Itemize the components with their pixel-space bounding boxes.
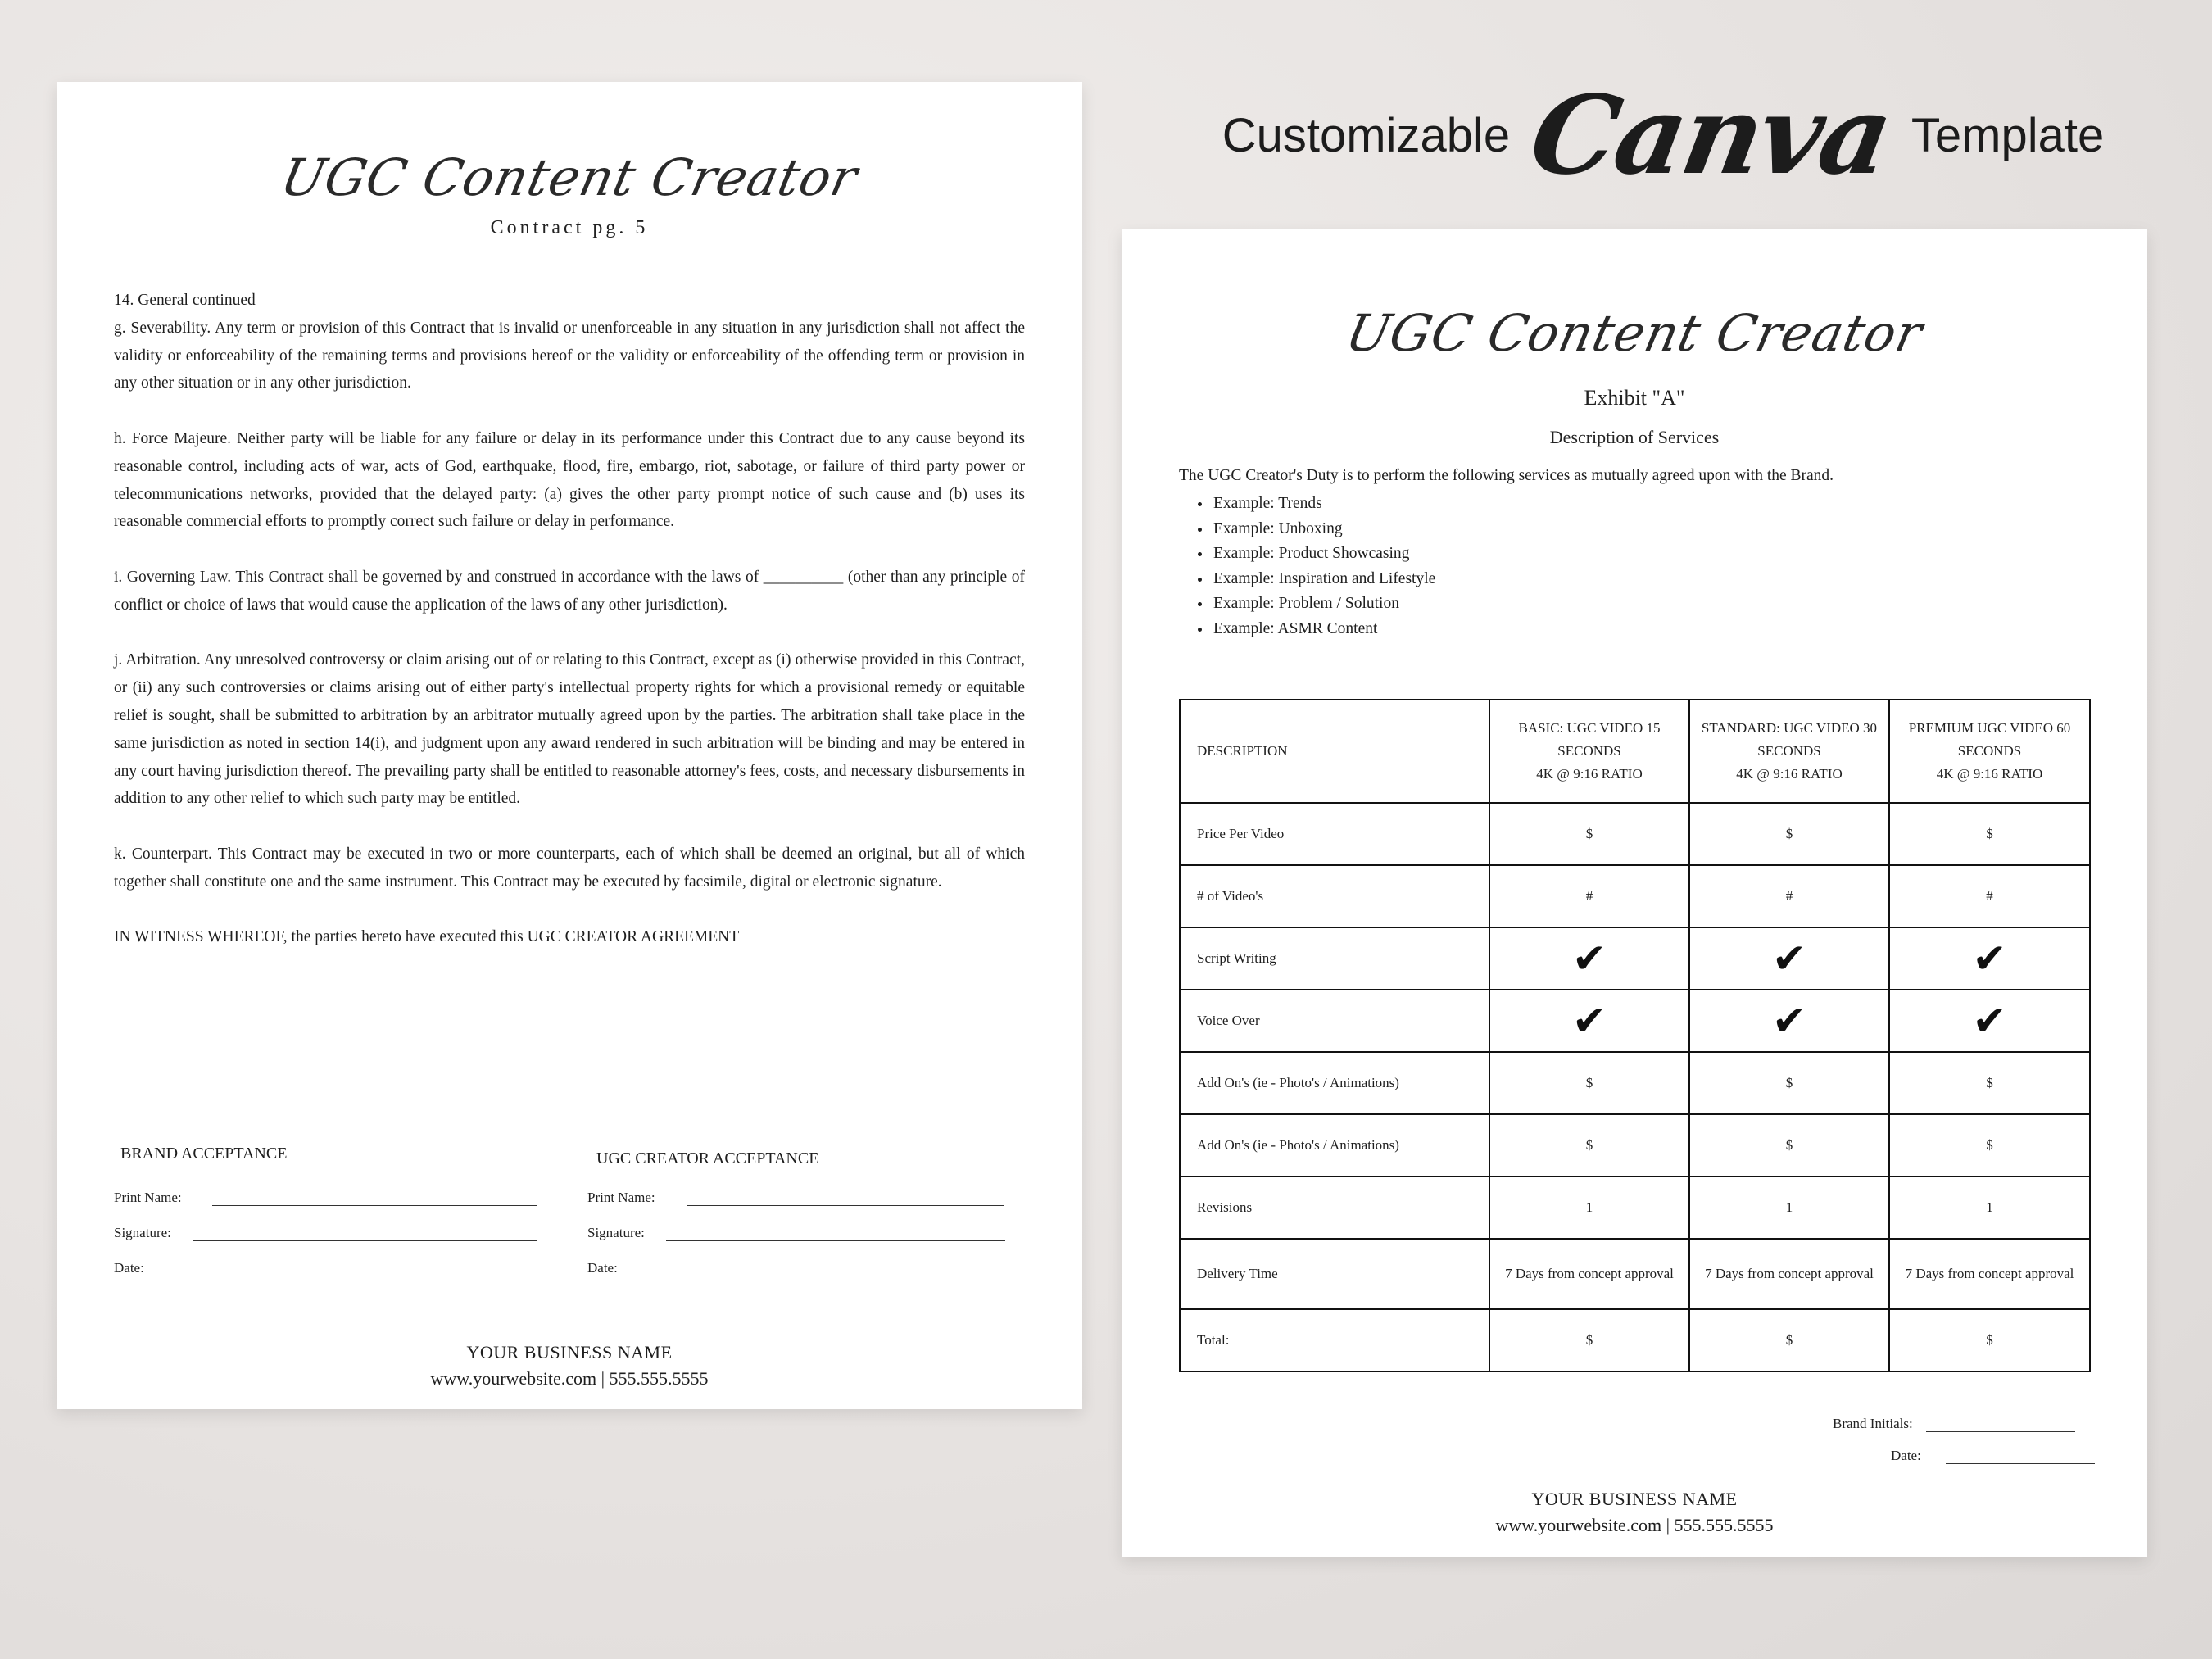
table-cell[interactable]: 1: [1889, 1176, 2090, 1239]
exhibit-page: [1122, 229, 2147, 1557]
row-label: Price Per Video: [1180, 803, 1489, 865]
headline: [1147, 71, 2179, 199]
creator-acceptance-heading: UGC CREATOR ACCEPTANCE: [596, 1149, 819, 1167]
table-row: [1180, 927, 2090, 990]
checkmark-icon: ✔: [1772, 934, 1806, 982]
field-label: Signature:: [114, 1225, 171, 1240]
business-name: YOUR BUSINESS NAME: [466, 1342, 673, 1362]
table-cell[interactable]: 7 Days from concept approval: [1489, 1239, 1689, 1309]
exhibit-footer: [1122, 1489, 2147, 1536]
clause-counterpart: k. Counterpart. This Contract may be executed in two or more counterparts, each of which shall be deemed an original, but all of which together shall constitute one and the same instrument. This Contract may be executed by facsimile, digital or electronic signature.: [114, 845, 1025, 891]
examples-list: [1191, 492, 1435, 642]
headline-customizable: Customizable: [1222, 108, 1511, 162]
table-row: [1180, 1052, 2090, 1114]
table-row: [1180, 865, 2090, 927]
row-label: Delivery Time: [1180, 1239, 1489, 1309]
table-cell[interactable]: $: [1489, 1114, 1689, 1176]
brand-signature-field[interactable]: [114, 1225, 537, 1241]
field-label: Date:: [587, 1260, 618, 1276]
business-contact: www.yourwebsite.com | 555.555.5555: [1495, 1515, 1774, 1535]
checkmark-icon: ✔: [1572, 934, 1607, 982]
clause-arbitration: j. Arbitration. Any unresolved controversy or claim arising out of or relating to this Contract, except as (i) otherwise provided in this Contract, or (ii) any such controversies or claims arising out of either party's intellectual property rights for which a provisional remedy or equitable relief is sought, shall be submitted to arbitration by an arbitrator mutually agreed upon by the parties. The arbitration shall take place in the same jurisdiction as noted in section 14(i), and judgment upon any award rendered in such arbitration will be binding and may be entered in any court having jurisdiction thereof. The prevailing party shall be entitled to reasonable attorney's fees, costs, and necessary disbursements in addition to any other relief to which such party may be entitled.: [114, 651, 1025, 808]
creator-date-field[interactable]: [587, 1260, 1008, 1276]
table-cell[interactable]: [1489, 927, 1689, 990]
row-label: Total:: [1180, 1309, 1489, 1371]
field-label: Brand Initials:: [1833, 1416, 1913, 1431]
list-item: • Example: Trends: [1212, 492, 1435, 517]
checkmark-icon: ✔: [1972, 996, 2007, 1045]
row-label: Revisions: [1180, 1176, 1489, 1239]
checkmark-icon: ✔: [1972, 934, 2007, 982]
table-cell[interactable]: 1: [1689, 1176, 1889, 1239]
table-cell[interactable]: $: [1689, 1052, 1889, 1114]
field-label: Print Name:: [587, 1190, 655, 1205]
checkmark-icon: ✔: [1572, 996, 1607, 1045]
field-label: Signature:: [587, 1225, 645, 1240]
table-cell[interactable]: $: [1889, 1052, 2090, 1114]
table-row: [1180, 1309, 2090, 1371]
table-cell[interactable]: $: [1689, 1309, 1889, 1371]
table-cell[interactable]: [1689, 990, 1889, 1052]
table-cell[interactable]: [1689, 927, 1889, 990]
business-contact: www.yourwebsite.com | 555.555.5555: [430, 1368, 709, 1389]
brand-print-name-field[interactable]: [114, 1190, 537, 1206]
table-cell[interactable]: $: [1689, 803, 1889, 865]
table-cell[interactable]: $: [1889, 803, 2090, 865]
row-label: Add On's (ie - Photo's / Animations): [1180, 1052, 1489, 1114]
table-cell[interactable]: $: [1889, 1309, 2090, 1371]
table-cell[interactable]: [1489, 990, 1689, 1052]
table-cell[interactable]: #: [1889, 865, 2090, 927]
brand-initials-field[interactable]: [1833, 1416, 2075, 1432]
list-item: • Example: ASMR Content: [1212, 617, 1435, 642]
signature-line[interactable]: [157, 1275, 541, 1276]
services-table: [1179, 699, 2091, 1372]
list-item: • Example: Inspiration and Lifestyle: [1212, 567, 1435, 592]
table-cell[interactable]: $: [1689, 1114, 1889, 1176]
signature-line[interactable]: [212, 1204, 537, 1206]
contract-page: [57, 82, 1082, 1409]
creator-print-name-field[interactable]: [587, 1190, 1004, 1206]
table-header-row: [1180, 700, 2090, 803]
brand-date-field[interactable]: [114, 1260, 541, 1276]
row-label: Script Writing: [1180, 927, 1489, 990]
table-cell[interactable]: #: [1689, 865, 1889, 927]
initials-line[interactable]: [1926, 1430, 2075, 1432]
contract-body: [114, 287, 1025, 979]
clause-governing-law: i. Governing Law. This Contract shall be governed by and construed in accordance with the laws of __________ (other than any principle of conflict or choice of laws that would cause the application of the laws of any other jurisdiction).: [114, 568, 1025, 614]
table-cell[interactable]: 7 Days from concept approval: [1689, 1239, 1889, 1309]
creator-signature-field[interactable]: [587, 1225, 1005, 1241]
table-row: [1180, 1176, 2090, 1239]
table-row: [1180, 803, 2090, 865]
signature-line[interactable]: [639, 1275, 1008, 1276]
table-cell[interactable]: $: [1489, 1309, 1689, 1371]
contract-subtitle: Contract pg. 5: [490, 217, 649, 238]
list-item: • Example: Product Showcasing: [1212, 542, 1435, 567]
services-heading: Description of Services: [1549, 427, 1720, 447]
contract-footer: [57, 1342, 1082, 1389]
field-label: Date:: [114, 1260, 144, 1276]
table-cell[interactable]: $: [1489, 1052, 1689, 1114]
header-description: DESCRIPTION: [1180, 700, 1489, 803]
contract-title: UGC Content Creator: [275, 147, 863, 207]
table-cell[interactable]: [1889, 990, 2090, 1052]
row-label: # of Video's: [1180, 865, 1489, 927]
clause-severability: g. Severability. Any term or provision of this Contract that is invalid or unenforceable in any situation in any jurisdiction shall not affect the validity or enforceability of the remaining terms and provisions hereof or the validity or enforceability of the offending term or provision in any other situation or in any other jurisdiction.: [114, 319, 1025, 392]
row-label: Add On's (ie - Photo's / Animations): [1180, 1114, 1489, 1176]
field-label: Print Name:: [114, 1190, 182, 1205]
exhibit-date-field[interactable]: [1891, 1448, 2095, 1464]
list-item: • Example: Problem / Solution: [1212, 592, 1435, 617]
signature-line[interactable]: [193, 1240, 537, 1241]
exhibit-page-title: UGC Content Creator: [1340, 303, 1929, 363]
table-cell[interactable]: 7 Days from concept approval: [1889, 1239, 2090, 1309]
header-package: STANDARD: UGC VIDEO 30 SECONDS 4K @ 9:16 RATIO: [1689, 700, 1889, 803]
table-cell[interactable]: 1: [1489, 1176, 1689, 1239]
table-row: [1180, 990, 2090, 1052]
list-item: • Example: Unboxing: [1212, 517, 1435, 542]
creator-duty-text: The UGC Creator's Duty is to perform the following services as mutually agreed upon with the Brand.: [1179, 467, 1834, 484]
table-cell[interactable]: #: [1489, 865, 1689, 927]
table-cell[interactable]: [1889, 927, 2090, 990]
table-cell[interactable]: $: [1489, 803, 1689, 865]
brand-acceptance-heading: BRAND ACCEPTANCE: [120, 1145, 288, 1163]
table-cell[interactable]: $: [1889, 1114, 2090, 1176]
clause-force-majeure: h. Force Majeure. Neither party will be liable for any failure or delay in its performance under this Contract due to any cause beyond its reasonable control, including acts of war, acts of God, earthquake, flood, fire, embargo, riot, sabotage, or failure of third party power or telecommunications networks, provided that the delayed party: (a) gives the other party prompt notice of such cause and (b) uses its reasonable commercial efforts to promptly correct such failure or delay in performance.: [114, 429, 1025, 531]
checkmark-icon: ✔: [1772, 996, 1806, 1045]
field-label: Date:: [1891, 1448, 1921, 1463]
witness-statement: IN WITNESS WHEREOF, the parties hereto have executed this UGC CREATOR AGREEMENT: [114, 928, 740, 946]
headline-template: Template: [1911, 108, 2105, 162]
canva-logo: Canva: [1521, 71, 1900, 199]
signature-line[interactable]: [666, 1240, 1005, 1241]
signature-line[interactable]: [687, 1204, 1004, 1206]
header-package: BASIC: UGC VIDEO 15 SECONDS 4K @ 9:16 RATIO: [1489, 700, 1689, 803]
table-row: [1180, 1114, 2090, 1176]
date-line[interactable]: [1946, 1462, 2095, 1464]
business-name: YOUR BUSINESS NAME: [1531, 1489, 1738, 1509]
table-row: [1180, 1239, 2090, 1309]
header-package: PREMIUM UGC VIDEO 60 SECONDS 4K @ 9:16 RATIO: [1889, 700, 2090, 803]
row-label: Voice Over: [1180, 990, 1489, 1052]
section-heading: 14. General continued: [114, 292, 256, 309]
exhibit-label: Exhibit "A": [1584, 386, 1685, 410]
